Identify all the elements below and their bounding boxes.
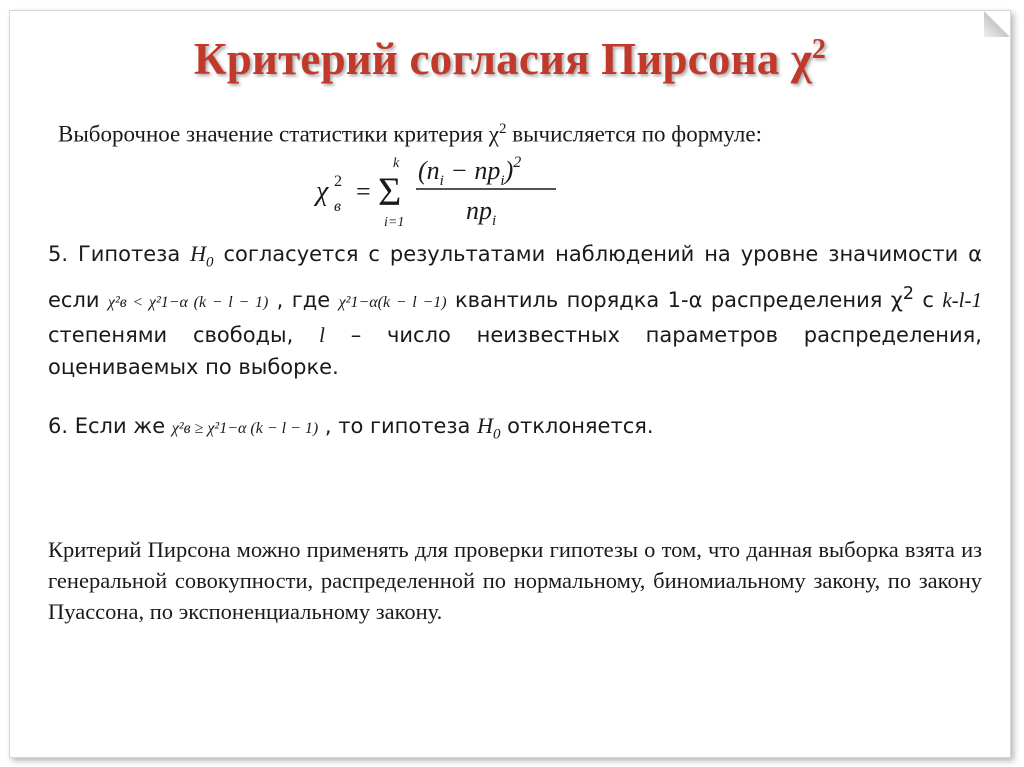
p5-t6: степенями свободы, [48, 323, 320, 348]
main-formula [316, 153, 576, 233]
p6-h0: $H_0$ [477, 413, 501, 443]
p5-t1: 5. Гипотеза [48, 242, 191, 266]
formula-eq: = [356, 177, 371, 206]
p5-kl: k-l-1 [942, 288, 983, 313]
slide-title-sup: 2 [811, 34, 827, 65]
intro-before: Выборочное значение статистики критерия χ [58, 121, 499, 147]
paragraph-applicability: Критерий Пирсона можно применять для проверки гипотезы о том, что данная выборка взята из генеральной совокупности, распределенной по нормальному, биномиальному закону, по закону Пуассона, по экспоненциальному закону. [48, 537, 982, 624]
p5-t4-sup: 2 [902, 284, 915, 305]
p5-t7: – число неизвестных параметров распределения, оцениваемых по выборке. [48, 323, 982, 380]
p5-t4: квантиль порядка 1-α распределения χ [446, 288, 903, 313]
slide-title [10, 33, 1010, 85]
p5-formula-2: χ²1−α(k − l −1) [338, 294, 447, 312]
p5-t5: с [914, 288, 943, 313]
p6-t2: , то гипотеза [318, 414, 478, 438]
p6-t3: отклоняется. [500, 414, 654, 438]
p5-formula-1: χ²в < χ²1−α (k − l − 1) [107, 294, 269, 312]
intro-line [58, 114, 998, 150]
formula-lhs-sup: 2 [334, 173, 342, 190]
intro-after: вычисляется по формуле: [506, 121, 762, 147]
formula-den: $np_i$ [466, 196, 497, 229]
formula-sum-lower: i=1 [384, 215, 405, 230]
formula-lhs: χ [316, 176, 329, 207]
p6-t1: 6. Если же [48, 414, 172, 438]
formula-sum-upper: k [393, 156, 400, 171]
intro-sup: 2 [498, 121, 507, 137]
p6-formula: χ²в ≥ χ²1−α (k − l − 1) [171, 420, 319, 437]
p5-h0: $H_0$ [190, 241, 214, 271]
p5-l: l [319, 323, 325, 348]
formula-num: $(n_i - np_i)^2$ [418, 154, 522, 189]
formula-lhs-sub: в [334, 198, 341, 215]
slide [9, 10, 1011, 758]
p5-t3: , где [268, 288, 339, 313]
p5-t2: согласуется с результатами наблюдений на уровне значимости α если [48, 242, 982, 313]
main-formula-svg [316, 153, 576, 233]
paragraph-hypothesis-reject [48, 410, 988, 450]
formula-sigma: Σ [378, 169, 402, 214]
slide-title-text: Критерий согласия Пирсона χ [193, 34, 812, 84]
paragraph-hypothesis-accept [48, 238, 982, 383]
